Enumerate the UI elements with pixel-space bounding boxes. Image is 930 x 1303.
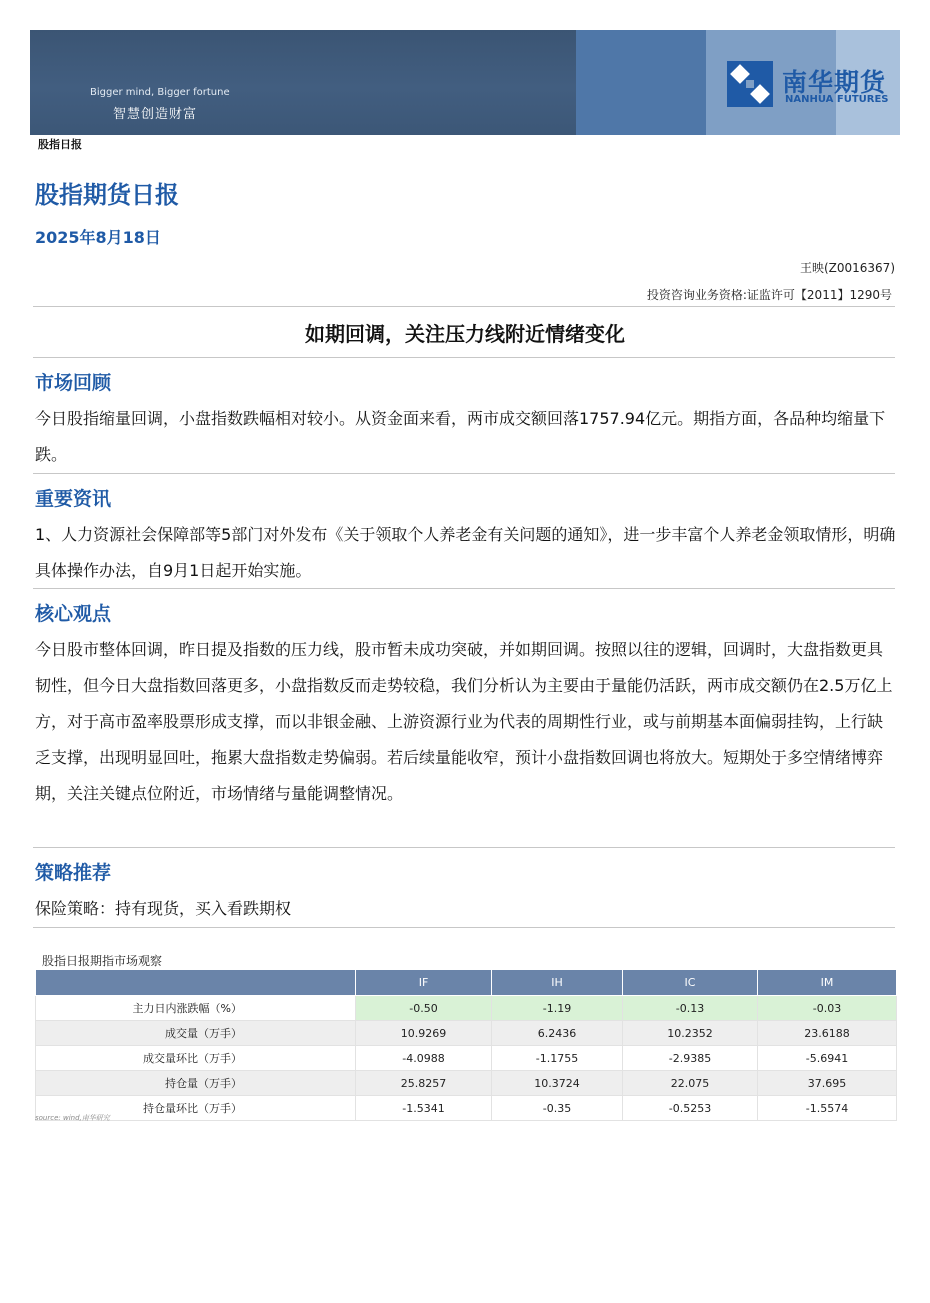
table-row [36,1071,897,1096]
table-cell: 22.075 [623,1071,758,1096]
section-title-strategy: 策略推荐 [35,862,112,884]
table-caption: 股指日报期指市场观察 [42,954,163,968]
document-type-label: 股指日报 [38,138,82,151]
section-body-strategy: 保险策略：持有现货，买入看跌期权 [35,899,292,918]
row-label: 成交量（万手） [36,1021,356,1046]
table-cell: 6.2436 [492,1021,623,1046]
divider [33,306,895,307]
table-row [36,1046,897,1071]
table-cell: -4.0988 [356,1046,492,1071]
banner-block-mid [576,30,706,135]
divider [33,588,895,589]
report-date: 2025年8月18日 [35,228,161,247]
section-body-core-view: 今日股市整体回调，昨日提及指数的压力线，股市暂未成功突破，并如期回调。按照以往的逻辑，回调时，大盘指数更具韧性，但今日大盘指数回落更多，小盘指数反而走势较稳，我们分析认为主要由于量能仍活跃，两市成交额仍在2.5万亿上方，对于高市盈率股票形成支撑，而以非银金融、上游资源行业为代表的周期性行业，或与前期基本面偏弱挂钩，上行缺乏支撑，出现明显回吐，拖累大盘指数走势偏弱。若后续量能收窄，预计小盘指数回调也将放大。短期处于多空情绪博弈期，关注关键点位附近，市场情绪与量能调整情况。 [35,640,893,803]
row-label: 主力日内涨跌幅（%） [36,996,356,1021]
analyst-name: 王映(Z0016367) [799,261,895,275]
table-row [36,996,897,1021]
table-cell: 37.695 [758,1071,897,1096]
divider [33,473,895,474]
table-cell: -5.6941 [758,1046,897,1071]
section-title-news: 重要资讯 [35,488,112,510]
table-cell: -1.5341 [356,1096,492,1121]
table-cell: 10.2352 [623,1021,758,1046]
table-cell: -0.13 [623,996,758,1021]
table-cell: 10.3724 [492,1071,623,1096]
divider [33,847,895,848]
column-header-im: IM [758,970,897,996]
banner-block-dark [30,30,576,135]
table-cell: -0.03 [758,996,897,1021]
divider [33,357,895,358]
divider [33,927,895,928]
section-body-market-review: 今日股指缩量回调，小盘指数跌幅相对较小。从资金面来看，两市成交额回落1757.94亿元。期指方面，各品种均缩量下跌。 [35,409,886,464]
slogan-chinese: 智慧创造财富 [113,107,198,122]
table-row [36,1096,897,1121]
row-label: 持仓量环比（万手） [36,1096,356,1121]
report-headline: 如期回调，关注压力线附近情绪变化 [305,322,625,346]
row-label: 成交量环比（万手） [36,1046,356,1071]
section-title-core-view: 核心观点 [35,603,112,625]
header-banner [30,30,900,135]
table-cell: -0.50 [356,996,492,1021]
row-label: 持仓量（万手） [36,1071,356,1096]
logo-text-english: NANHUA FUTURES [785,94,889,105]
table-cell: -1.1755 [492,1046,623,1071]
futures-market-table [35,969,897,1121]
table-header-row [36,970,897,996]
slogan-english: Bigger mind, Bigger fortune [90,87,230,98]
table-cell: 10.9269 [356,1021,492,1046]
table-cell: -0.5253 [623,1096,758,1121]
section-title-market-review: 市场回顾 [35,372,112,394]
table-source: source: wind,南华研究 [35,1114,110,1122]
column-header-ic: IC [623,970,758,996]
nanhua-logo-icon [727,61,773,107]
table-cell: 25.8257 [356,1071,492,1096]
table-row [36,1021,897,1046]
table-cell: -1.5574 [758,1096,897,1121]
license-info: 投资咨询业务资格:证监许可【2011】1290号 [646,288,892,302]
table-cell: 23.6188 [758,1021,897,1046]
column-header [36,970,356,996]
report-title: 股指期货日报 [35,181,179,209]
column-header-if: IF [356,970,492,996]
logo-text-chinese: 南华期货 [782,68,887,97]
column-header-ih: IH [492,970,623,996]
table-cell: -2.9385 [623,1046,758,1071]
table-cell: -0.35 [492,1096,623,1121]
section-body-news: 1、人力资源社会保障部等5部门对外发布《关于领取个人养老金有关问题的通知》，进一步丰富个人养老金领取情形，明确具体操作办法，自9月1日起开始实施。 [35,525,896,580]
table-cell: -1.19 [492,996,623,1021]
